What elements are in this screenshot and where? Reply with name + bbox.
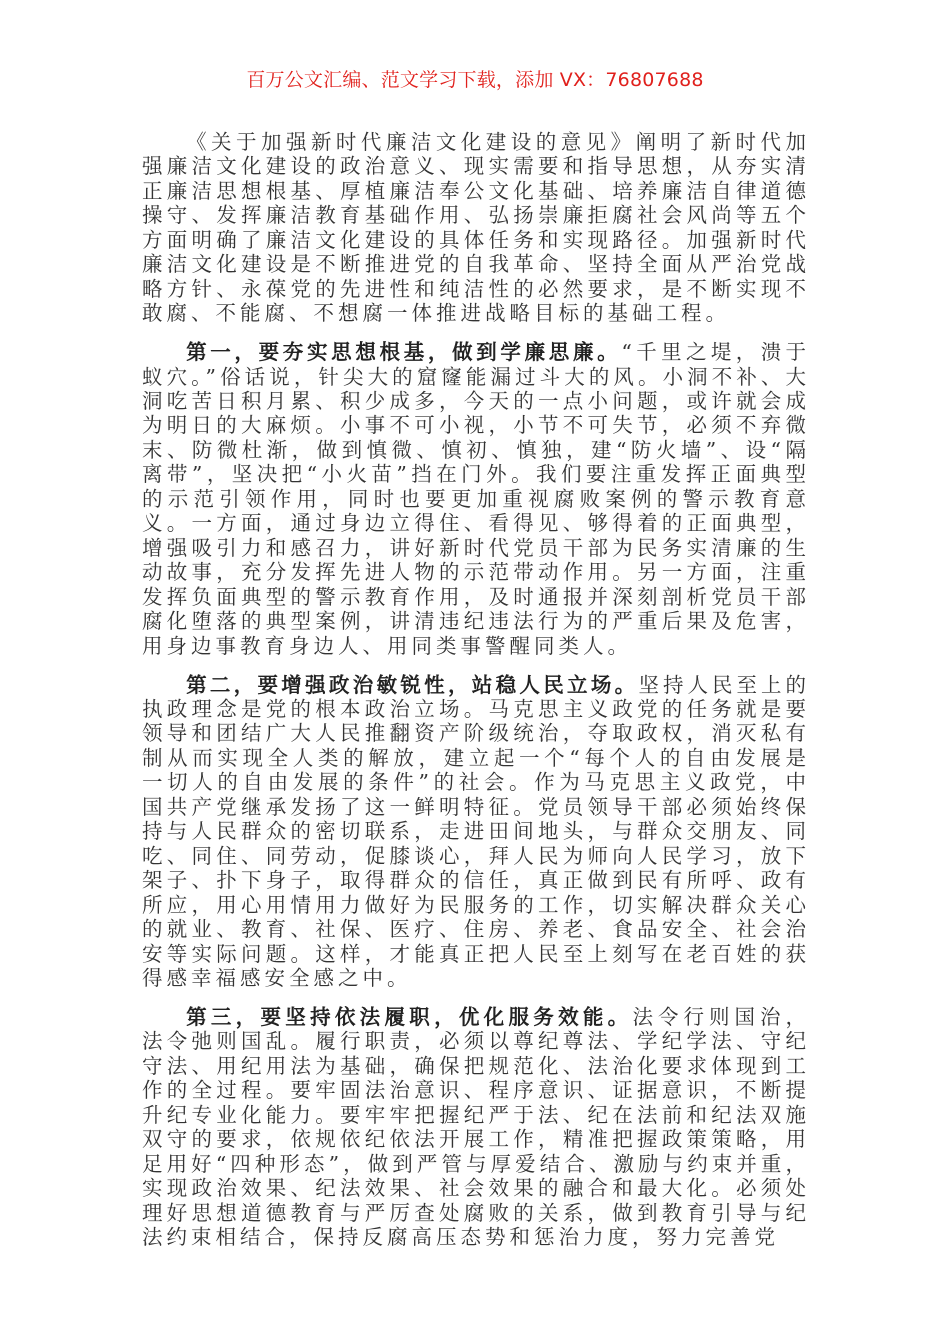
paragraph-lead: 第一，要夯实思想根基，做到学廉思廉。 <box>186 340 622 365</box>
paragraph-point-1 <box>142 340 810 658</box>
paragraph-lead: 第二，要增强政治敏锐性，站稳人民立场。 <box>186 672 639 697</box>
paragraph-text: 坚持人民至上的执政理念是党的根本政治立场。马克思主义政党的任务就是要领导和团结广大人民推翻资产阶级统治，夺取政权，消灭私有制从而实现全人类的解放，建立起一个“每个人的自由发展是一切人的自由发展的条件”的社会。作为马克思主义政党，中国共产党继承发扬了这一鲜明特征。党员领导干部必须始终保持与人民群众的密切联系，走进田间地头，与群众交朋友、同吃、同住、同劳动，促膝谈心，拜人民为师向人民学习，放下架子、扑下身子，取得群众的信任，真正做到民有所呼、政有所应，用心用情用力做好为民服务的工作，切实解决群众关心的就业、教育、社保、医疗、住房、养老、食品安全、社会治安等实际问题。这样，才能真正把人民至上刻写在老百姓的获得感幸福感安全感之中。 <box>142 672 811 990</box>
paragraph-intro <box>142 130 810 326</box>
paragraph-text: “千里之堤，溃于蚁穴。”俗话说，针尖大的窟窿能漏过斗大的风。小洞不补、大洞吃苦日积月累、积少成多，今天的一点小问题，或许就会成为明日的大麻烦。小事不可小视，小节不可失节，必须不弃微末、防微杜渐，做到慎微、慎初、慎独，建“防火墙”、设“隔离带”，坚决把“小火苗”挡在门外。我们要注重发挥正面典型的示范引领作用，同时也要更加重视腐败案例的警示教育意义。一方面，通过身边立得住、看得见、够得着的正面典型，增强吸引力和感召力，讲好新时代党员干部为民务实清廉的生动故事，充分发挥先进人物的示范带动作用。另一方面，注重发挥负面典型的警示教育作用，及时通报并深刻剖析党员干部腐化堕落的典型案例，讲清违纪违法行为的严重后果及危害，用身边事教育身边人、用同类事警醒同类人。 <box>142 340 810 658</box>
paragraph-point-3 <box>142 1005 810 1250</box>
paragraph-text: 法令行则国治，法令弛则国乱。履行职责，必须以尊纪尊法、学纪学法、守纪守法、用纪用法为基础，确保把规范化、法治化要求体现到工作的全过程。要牢固法治意识、程序意识、证据意识，不断提升纪专业化能力。要牢牢把握纪严于法、纪在法前和纪法双施双守的要求，依规依纪依法开展工作，精准把握政策策略，用足用好“四种形态”，做到严管与厚爱结合、激励与约束并重，实现政治效果、纪法效果、社会效果的融合和最大化。必须处理好思想道德教育与严厉查处腐败的关系，做到教育引导与纪法约束相结合，保持反腐高压态势和惩治力度，努力完善党 <box>142 1004 811 1249</box>
paragraph-lead: 第三，要坚持依法履职，优化服务效能。 <box>186 1004 633 1029</box>
document-body <box>142 130 810 1264</box>
paragraph-point-2 <box>142 673 810 991</box>
promo-header: 百万公文汇编、范文学习下载，添加 VX：76807688 <box>246 69 704 91</box>
paragraph-text: 《关于加强新时代廉洁文化建设的意见》阐明了新时代加强廉洁文化建设的政治意义、现实需要和指导思想，从夯实清正廉洁思想根基、厚植廉洁奉公文化基础、培养廉洁自律道德操守、发挥廉洁教育基础作用、弘扬崇廉拒腐社会风尚等五个方面明确了廉洁文化建设的具体任务和实现路径。加强新时代廉洁文化建设是不断推进党的自我革命、坚持全面从严治党战略方针、永葆党的先进性和纯洁性的必然要求，是不断实现不敢腐、不能腐、不想腐一体推进战略目标的基础工程。 <box>142 130 810 326</box>
